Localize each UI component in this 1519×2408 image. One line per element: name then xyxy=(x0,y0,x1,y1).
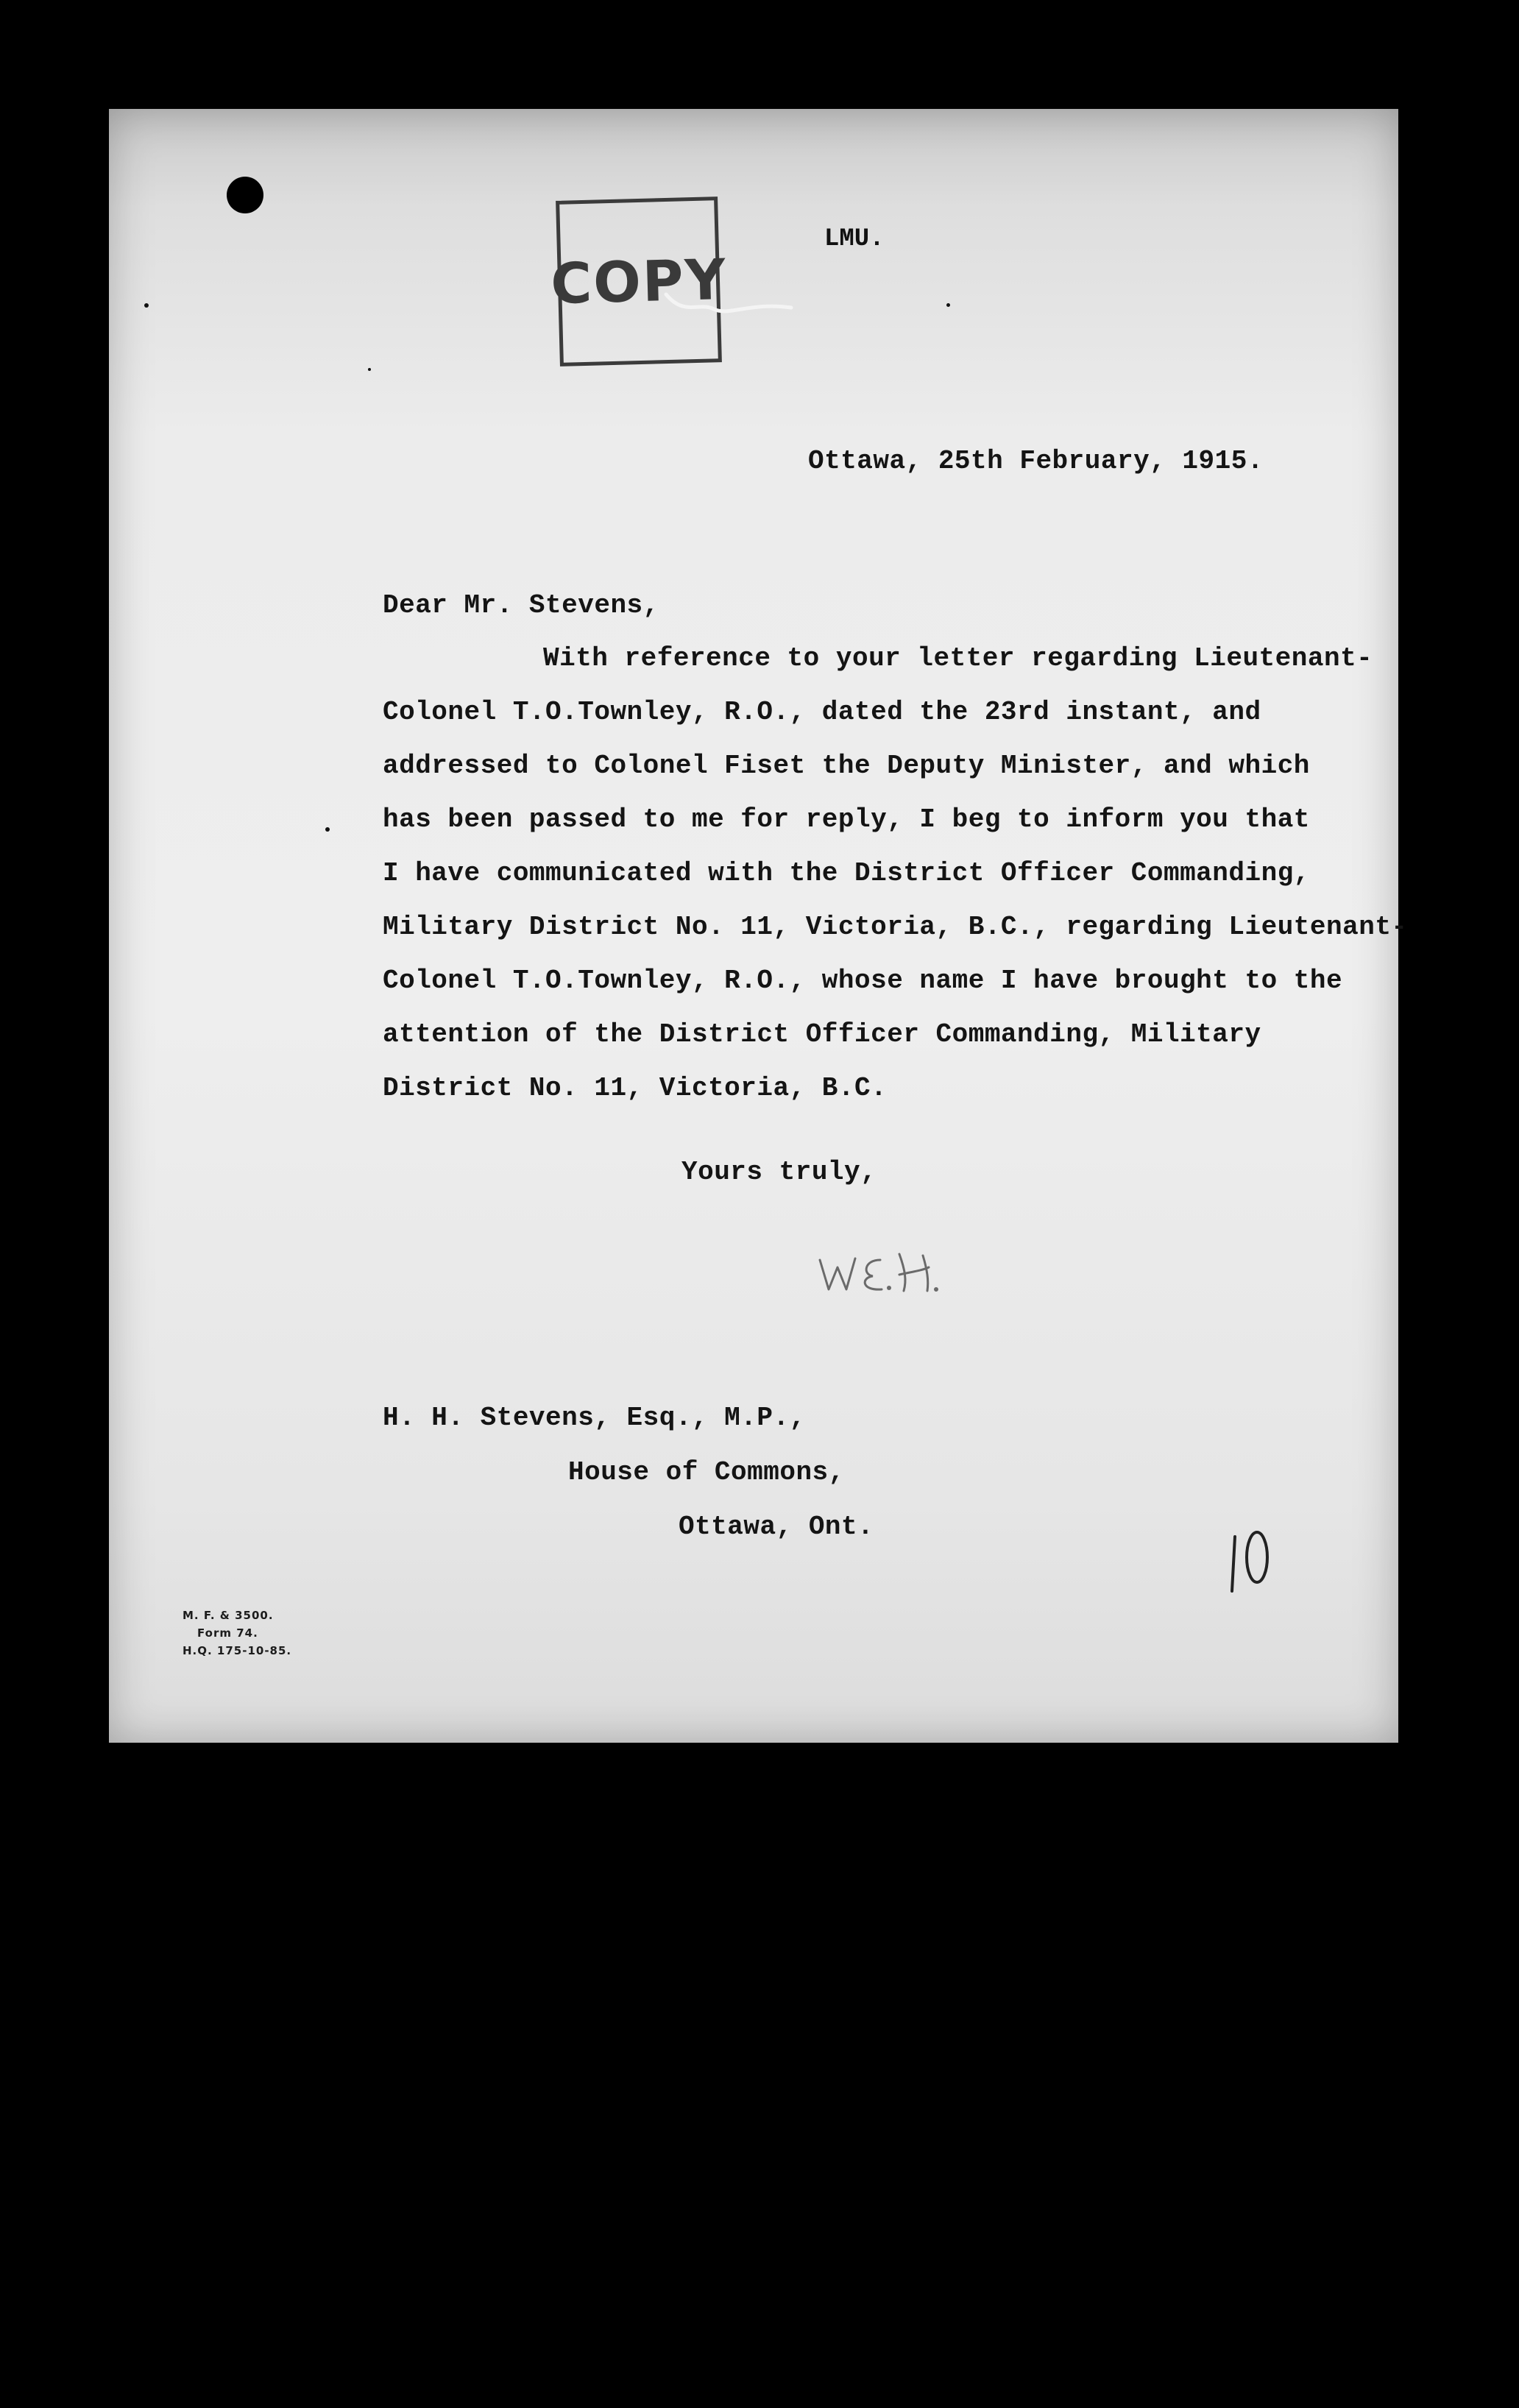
body-line: Colonel T.O.Townley, R.O., dated the 23rd instant, and xyxy=(383,697,1261,727)
paper-speck xyxy=(368,368,371,371)
salutation: Dear Mr. Stevens, xyxy=(383,590,659,620)
handwritten-signature xyxy=(812,1238,960,1304)
body-line: has been passed to me for reply, I beg to inform you that xyxy=(383,804,1310,835)
date-line: Ottawa, 25th February, 1915. xyxy=(808,446,1264,476)
body-line: Military District No. 11, Victoria, B.C., regarding Lieutenant- xyxy=(383,912,1408,942)
copy-stamp-label: COPY xyxy=(550,246,728,317)
addressee-organization: House of Commons, xyxy=(568,1457,845,1487)
addressee-name: H. H. Stevens, Esq., M.P., xyxy=(383,1403,806,1433)
body-line: District No. 11, Victoria, B.C. xyxy=(383,1073,888,1103)
paper-speck xyxy=(325,827,330,832)
form-imprint-line: H.Q. 175-10-85. xyxy=(183,1644,292,1657)
reference-initials: LMU. xyxy=(824,225,885,253)
form-imprint-line: M. F. & 3500. xyxy=(183,1609,274,1622)
body-line: attention of the District Officer Commanding, Military xyxy=(383,1019,1261,1049)
handwritten-page-number xyxy=(1222,1515,1281,1596)
paper-speck xyxy=(144,303,149,308)
stamp-scribble-mark xyxy=(662,280,795,324)
addressee-city: Ottawa, Ont. xyxy=(679,1512,874,1542)
form-imprint-line: Form 74. xyxy=(197,1626,258,1640)
body-line: With reference to your letter regarding Lieutenant- xyxy=(543,643,1373,673)
body-line: I have communicated with the District Officer Commanding, xyxy=(383,858,1310,888)
body-line: addressed to Colonel Fiset the Deputy Minister, and which xyxy=(383,751,1310,781)
punch-hole xyxy=(227,177,263,213)
body-line: Colonel T.O.Townley, R.O., whose name I have brought to the xyxy=(383,966,1343,996)
paper-speck xyxy=(946,303,950,307)
closing: Yours truly, xyxy=(681,1157,877,1187)
